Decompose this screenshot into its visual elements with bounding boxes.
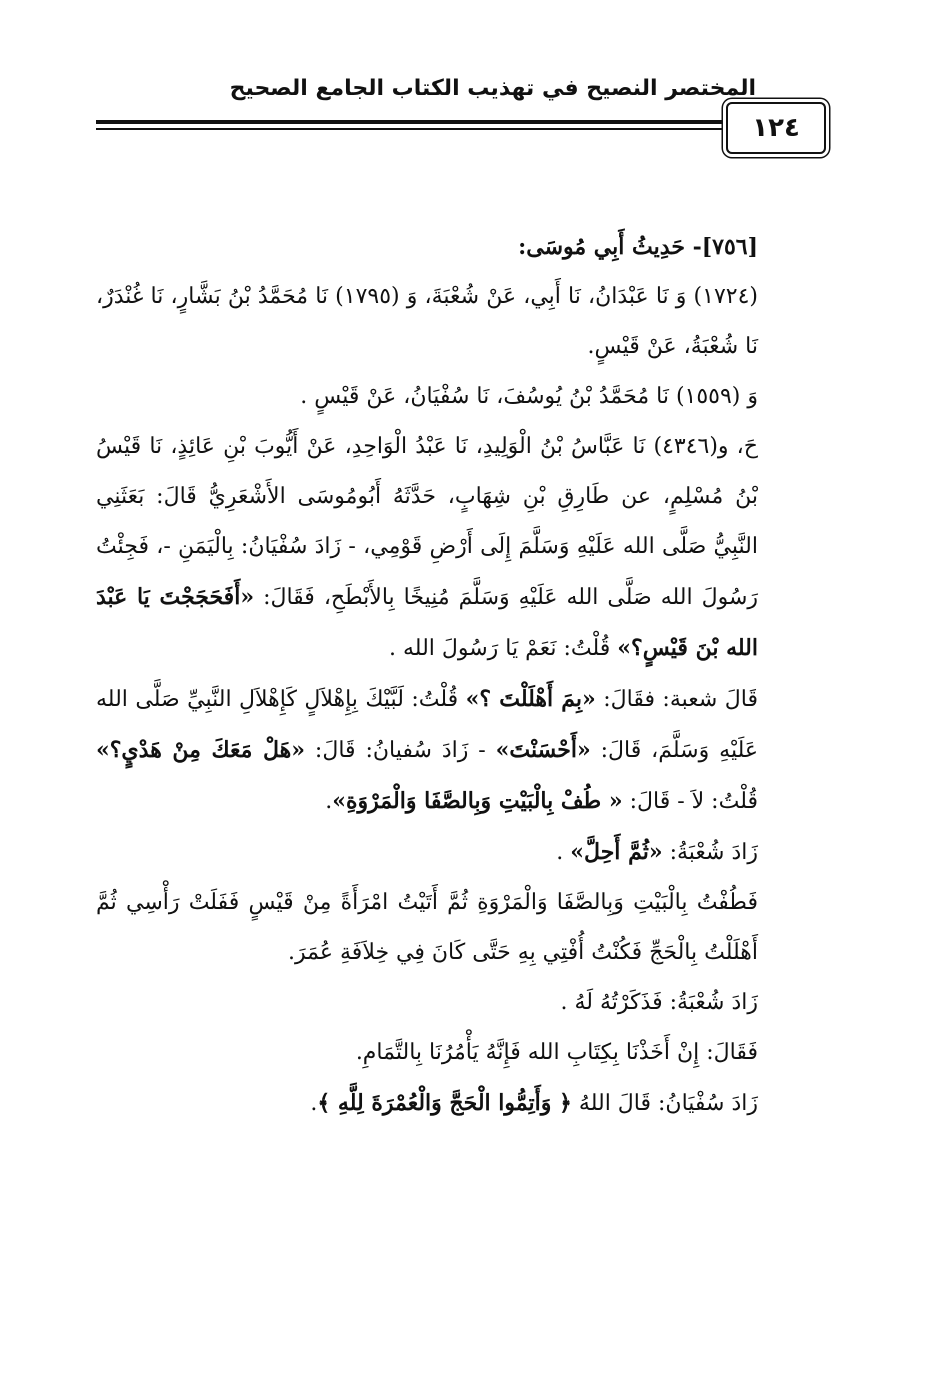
page-header [96,70,856,170]
header-rule-thin [96,128,726,130]
isnad-paragraph-2: وَ (١٥٥٩) نَا مُحَمَّدُ بْنُ يُوسُفَ، نَا سُفْيَانُ، عَنْ قَيْسٍ . [300,384,758,409]
main-text [96,222,816,1129]
text-span: زَادَ سُفْيَانُ: قَالَ اللهُ [571,1091,758,1116]
text-span: - زَادَ سُفيانُ: قَالَ: [305,738,496,763]
text-span: . [556,840,571,865]
text-span: قُلْتُ: لَبَّيْكَ بِإِهْلاَلٍ كَإِهْلاَلِ النَّبِيِّ صَلَّى الله عَلَيْهِ وَسَلَّمَ، قَالَ: [96,687,758,763]
text-span: قُلْتُ: لاَ - قَالَ: [622,789,758,814]
quote-span: «أَفَحَجَجْتَ يَا عَبْدَ الله بْنَ قَيْسٍ؟» [96,584,758,661]
text-span: . [310,1091,318,1116]
hadith-paragraph-4: فَطُفْتُ بِالْبَيْتِ وَبِالصَّفَا وَالْمَرْوَةِ ثُمَّ أَتَيْتُ امْرَأَةً مِنْ قَيْسٍ فَفَلَتْ رَأْسِي ثُمَّ أَهْلَلْتُ بِالْحَجِّ فَكُنْتُ أُفْتِي بِهِ حَتَّى كَانَ فِي خِلاَفَةِ عُمَرَ. [96,890,758,965]
text-span: قَالَ شعبة: فقَالَ: [595,687,758,712]
hadith-title: [٧٥٦]- حَدِيثُ أَبِي مُوسَى: [518,234,758,260]
quote-span: «هَلْ مَعَكَ مِنْ هَدْيٍ؟» [96,737,306,763]
text-span: زَادَ شُعْبَةُ: [662,840,758,865]
isnad-paragraph-1: (١٧٢٤) وَ نَا عَبْدَانُ، نَا أَبِي، عَنْ شُعْبَةَ، وَ (١٧٩٥) نَا مُحَمَّدُ بْنُ بَشَّارٍ، نَا غُنْدَرٌ، نَا شُعْبَةُ، عَنْ قَيْسٍ. [96,284,758,359]
text-span: حَ، و(٤٣٤٦) نَا عَبَّاسُ بْنُ الْوَلِيدِ، نَا عَبْدُ الْوَاحِدِ، عَنْ أَيُّوبَ بْنِ عَائِذٍ، نَا قَيْسُ بْنُ مُسْلِمٍ، عن طَارِقِ بْنِ شِهَابٍ، حَدَّثَهُ أَبُومُوسَى الأَشْعَرِيُّ قَالَ: بَعَثَنِي النَّبِيُّ صَلَّى الله عَلَيْهِ وَسَلَّمَ إِلَى أَرْضِ قَوْمِي، - زَادَ سُفْيَانُ: بِالْيَمَنِ -، فَجِئْتُ رَسُولَ الله صَلَّى الله عَلَيْهِ وَسَلَّمَ مُنِيخًا بِالأَبْطَحِ، فَقَالَ: [96,434,759,610]
running-title: المختصر النصيح في تهذيب الكتاب الجامع الصحيح [229,76,756,101]
hadith-paragraph-6: فَقَالَ: إِنْ أَخَذْنَا بِكِتَابِ الله فَإِنَّهُ يَأْمُرُنَا بِالتَّمَامِ. [355,1040,758,1065]
text-span: قُلْتُ: نَعَمْ يَا رَسُولَ الله . [389,636,618,661]
quote-span: « طُفْ بِالْبَيْتِ وَبِالصَّفَا وَالْمَرْوَةِ» [332,788,623,814]
text-span: . [325,789,333,814]
hadith-paragraph-1 [96,422,816,674]
hadith-paragraph-2 [96,674,816,827]
hadith-paragraph-5: زَادَ شُعْبَةُ: فَذَكَرْتُهُ لَهُ . [560,990,758,1015]
header-rule-thick [96,120,726,124]
quran-quote: ﴿ وَأَتِمُّوا الْحَجَّ وَالْعُمْرَةَ لِلَّهِ ﴾ [317,1090,572,1116]
hadith-paragraph-7 [96,1078,816,1129]
page-number: ١٢٤ [726,102,826,154]
hadith-paragraph-3 [96,827,816,878]
quote-span: «أَحْسَنْتَ» [495,737,591,763]
quote-span: «بِمَ أَهْلَلْتَ ؟» [465,686,596,712]
quote-span: «ثُمَّ أَحِلَّ» [570,839,663,865]
